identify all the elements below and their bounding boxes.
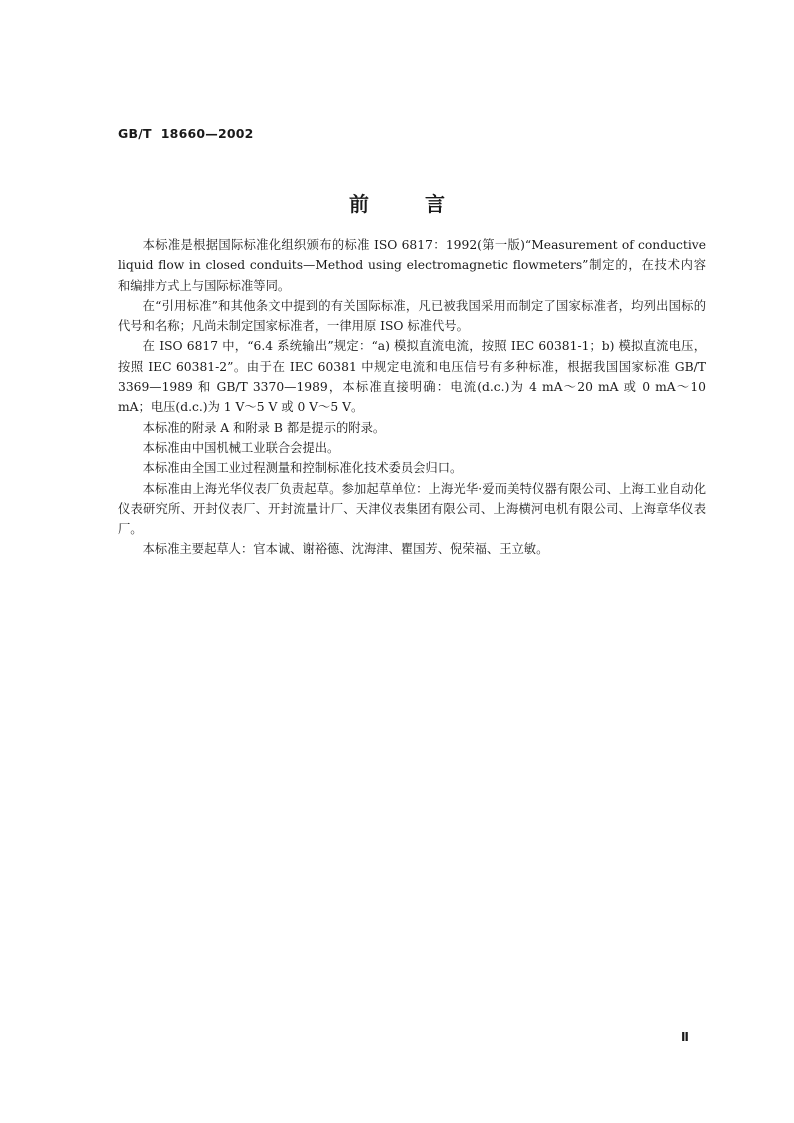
paragraph-8: 本标准主要起草人：官本诚、谢裕德、沈海津、瞿国芳、倪荣福、王立敏。 <box>142 542 549 557</box>
paragraph-5: 本标准由中国机械工业联合会提出。 <box>142 440 340 455</box>
standard-code: GB/T 18660—2002 <box>118 126 254 141</box>
paragraph-3: 在 ISO 6817 中，“6.4 系统输出”规定：“a) 模拟直流电流，按照 IEC 60381-1；b) 模拟直流电压，按照 IEC 60381-2”。由于在 IEC 60381 中规定电流和电压信号有多种标准，根据我国国家标准 GB/T 3369—1989 和 GB/T 3370—1989，本标准直接明确：电流(d.c.)为 4 mA～20 mA 或 0 mA～10 mA；电压(d.c.)为 1 V～5 V 或 0 V～5 V。 <box>118 339 706 415</box>
foreword-body <box>118 235 706 560</box>
paragraph-2: 在“引用标准”和其他条文中提到的有关国际标准，凡已被我国采用而制定了国家标准者，均列出国标的代号和名称；凡尚未制定国家标准者，一律用原 ISO 标准代号。 <box>118 298 706 334</box>
paragraph-6: 本标准由全国工业过程测量和控制标准化技术委员会归口。 <box>142 461 463 476</box>
page-title: 前言 <box>349 192 501 216</box>
paragraph-1: 本标准是根据国际标准化组织颁布的标准 ISO 6817：1992(第一版)“Measurement of conductive liquid flow in closed conduits—Method using electromagnetic flowmeters”制定的，在技术内容和编排方式上与国际标准等同。 <box>118 238 706 293</box>
page-number: Ⅱ <box>681 1030 689 1044</box>
paragraph-4: 本标准的附录 A 和附录 B 都是提示的附录。 <box>142 420 386 435</box>
paragraph-7: 本标准由上海光华仪表厂负责起草。参加起草单位：上海光华·爱而美特仪器有限公司、上海工业自动化仪表研究所、开封仪表厂、开封流量计厂、天津仪表集团有限公司、上海横河电机有限公司、上海章华仪表厂。 <box>118 481 706 537</box>
